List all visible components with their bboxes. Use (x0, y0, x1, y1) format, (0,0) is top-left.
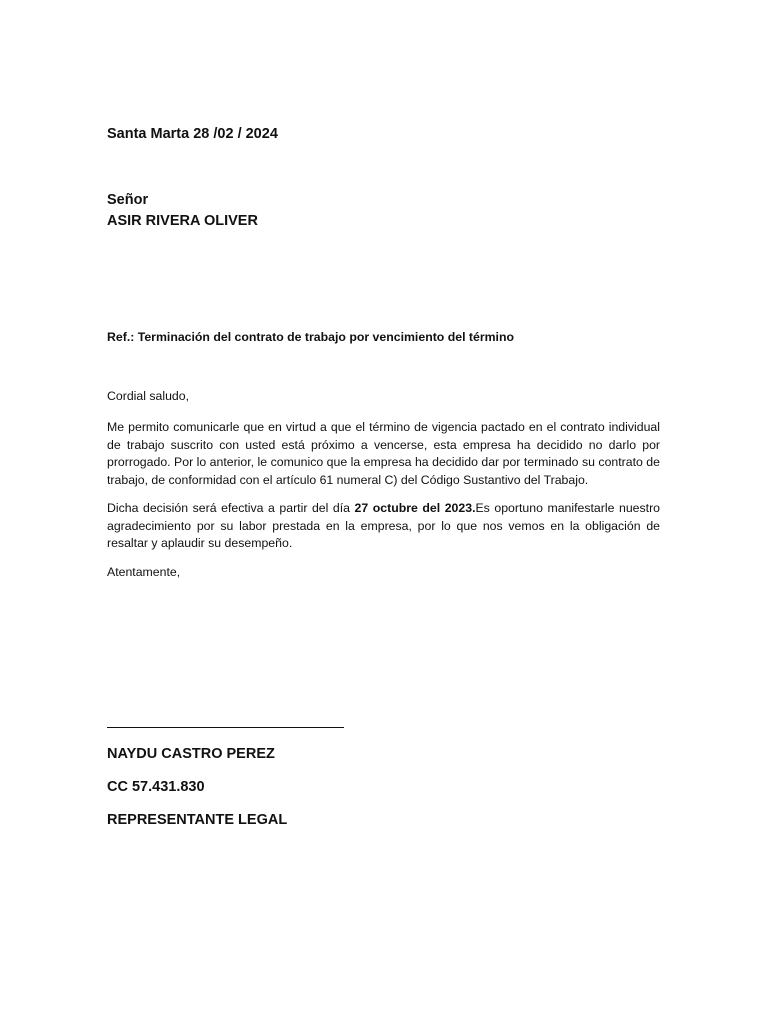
effective-date: 27 octubre del 2023. (354, 501, 476, 515)
signer-id: CC 57.431.830 (107, 779, 205, 795)
body-paragraph-2 (107, 500, 660, 553)
letter-date: Santa Marta 28 /02 / 2024 (107, 126, 278, 142)
signer-role: REPRESENTANTE LEGAL (107, 812, 288, 828)
signature-line (107, 727, 344, 728)
greeting: Cordial saludo, (107, 389, 190, 403)
recipient-title: Señor (107, 192, 149, 208)
closing: Atentamente, (107, 565, 181, 579)
signer-name: NAYDU CASTRO PEREZ (107, 746, 275, 762)
body-paragraph-1: Me permito comunicarle que en virtud a que el término de vigencia pactado en el contrato individual de trabajo suscrito con usted está próximo a vencerse, esta empresa ha decidido no darlo por prorrogado. Por lo anterior, le comunico que la empresa ha decidido dar por terminado su contrato de trabajo, de conformidad con el artículo 61 numeral C) del Código Sustantivo del Trabajo. (107, 420, 660, 487)
reference-line: Ref.: Terminación del contrato de trabajo por vencimiento del término (107, 330, 514, 344)
paragraph-2-suffix: Es oportuno manifestarle nuestro agradecimiento por su labor prestada en la empresa, por lo que nos vemos en la obligación de resaltar y aplaudir su desempeño. (107, 501, 660, 550)
recipient-name: ASIR RIVERA OLIVER (107, 213, 258, 229)
paragraph-2-prefix: Dicha decisión será efectiva a partir del día (107, 501, 355, 515)
